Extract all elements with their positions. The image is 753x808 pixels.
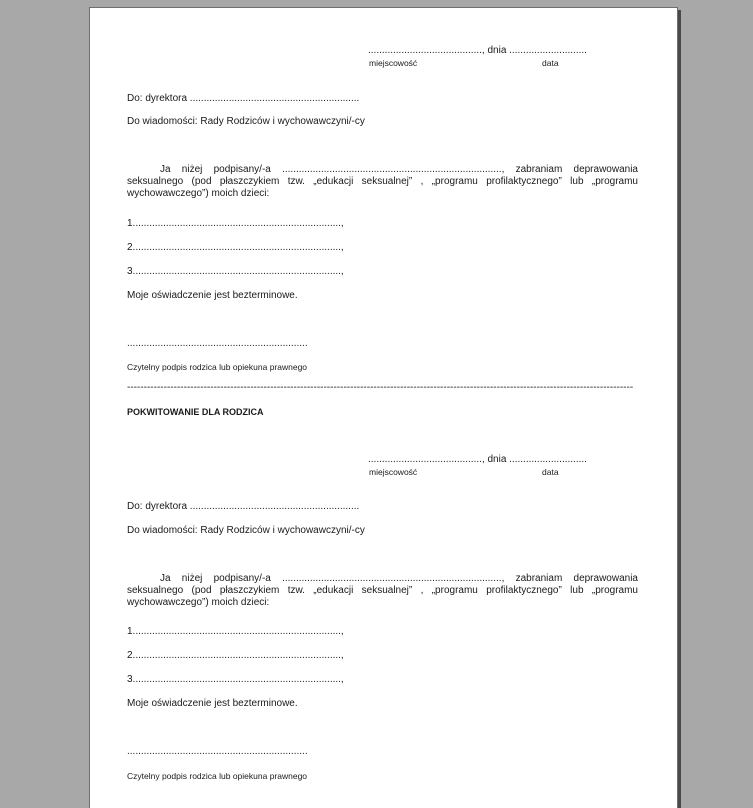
declaration-line-3: wychowawczego”) moich dzieci: bbox=[127, 597, 270, 608]
declaration-line-3: wychowawczego”) moich dzieci: bbox=[127, 188, 270, 199]
place-label: miejscowość bbox=[369, 58, 418, 68]
signature-label: Czytelny podpis rodzica lub opiekuna prawnego bbox=[127, 362, 308, 372]
declaration-line-2: seksualnego (pod płaszczykiem tzw. „edukacji seksualnej” , „programu profilaktycznego” lub „programu bbox=[127, 176, 638, 187]
declaration-paragraph bbox=[127, 573, 638, 609]
cut-line: -------------------------------------------------------------------------------------------------------------------------------------------------------- bbox=[127, 382, 634, 393]
declaration-line-1: Ja niżej podpisany/-a ..............................................................................., zabraniam deprawowania bbox=[160, 164, 638, 175]
child-line-1: 1..........................................................................., bbox=[127, 626, 344, 637]
signature-line: ................................................................. bbox=[127, 338, 308, 349]
date-label: data bbox=[542, 58, 559, 68]
statement: Moje oświadczenie jest bezterminowe. bbox=[127, 290, 298, 301]
date-label: data bbox=[542, 467, 559, 477]
child-line-2: 2..........................................................................., bbox=[127, 650, 344, 661]
recipient-line: Do: dyrektora ............................................................. bbox=[127, 501, 360, 512]
child-line-1: 1..........................................................................., bbox=[127, 218, 344, 229]
recipient-line: Do: dyrektora ............................................................. bbox=[127, 93, 360, 104]
child-line-3: 3..........................................................................., bbox=[127, 674, 344, 685]
declaration-line-1: Ja niżej podpisany/-a ..............................................................................., zabraniam deprawowania bbox=[160, 573, 638, 584]
document-page bbox=[89, 7, 678, 808]
signature-label: Czytelny podpis rodzica lub opiekuna prawnego bbox=[127, 771, 308, 781]
declaration-line-2: seksualnego (pod płaszczykiem tzw. „edukacji seksualnej” , „programu profilaktycznego” lub „programu bbox=[127, 585, 638, 596]
place-date-line: ........................................., dnia ............................ bbox=[368, 454, 587, 465]
cc-line: Do wiadomości: Rady Rodziców i wychowawczyni/-cy bbox=[127, 116, 365, 127]
child-line-3: 3..........................................................................., bbox=[127, 266, 344, 277]
declaration-paragraph bbox=[127, 164, 638, 200]
statement: Moje oświadczenie jest bezterminowe. bbox=[127, 698, 298, 709]
place-date-line: ........................................., dnia ............................ bbox=[368, 45, 587, 56]
child-line-2: 2..........................................................................., bbox=[127, 242, 344, 253]
receipt-heading: POKWITOWANIE DLA RODZICA bbox=[127, 407, 264, 417]
place-label: miejscowość bbox=[369, 467, 418, 477]
cc-line: Do wiadomości: Rady Rodziców i wychowawczyni/-cy bbox=[127, 525, 365, 536]
signature-line: ................................................................. bbox=[127, 746, 308, 757]
